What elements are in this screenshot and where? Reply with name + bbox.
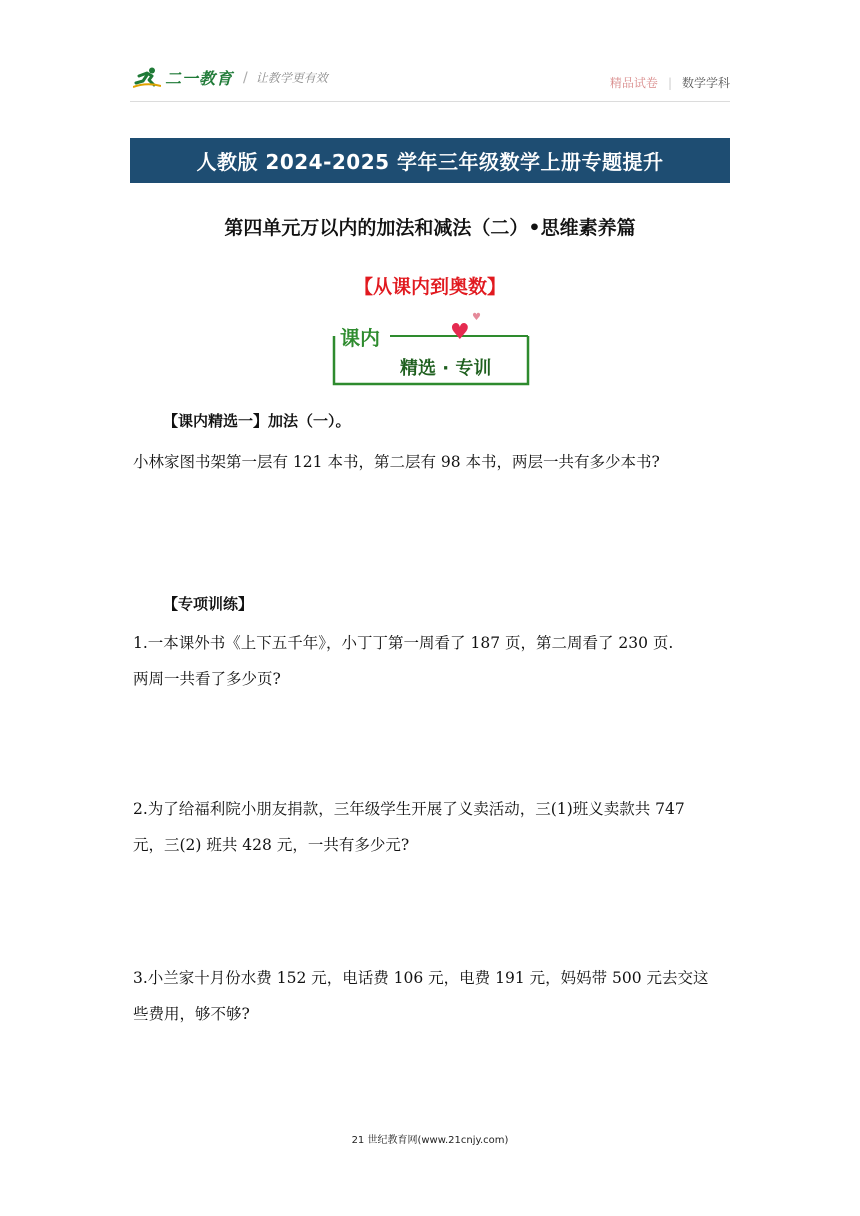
question-2-line1: 2.为了给福利院小朋友捐款，三年级学生开展了义卖活动，三(1)班义卖款共 747 — [133, 800, 685, 818]
banner-text: 人教版 2024-2025 学年三年级数学上册专题提升 — [196, 150, 664, 174]
header-tag-separator: | — [667, 75, 672, 90]
badge-line1: 课内 — [340, 326, 380, 350]
header-tag-subject: 数学学科 — [681, 76, 730, 90]
section2-title: 【专项训练】 — [163, 595, 254, 613]
header-divider: / — [243, 69, 248, 86]
question-3-line1: 3.小兰家十月份水费 152 元，电话费 106 元，电费 191 元，妈妈带 500 元去交这 — [133, 969, 709, 987]
slogan: 让教学更有效 — [255, 71, 328, 85]
small-heart-icon: ♥ — [472, 312, 481, 323]
logo-text: 二一教育 — [165, 69, 234, 88]
runner-logo-icon — [133, 67, 161, 89]
question-1 — [133, 625, 733, 697]
question-1-line2: 两周一共看了多少页? — [133, 670, 281, 688]
section1-title: 【课内精选一】加法（一）。 — [163, 412, 351, 430]
question-3 — [133, 960, 733, 1032]
question-1-line1: 1.一本课外书《上下五千年》，小丁丁第一周看了 187 页，第二周看了 230 页. — [133, 634, 674, 652]
page-subtitle: 第四单元万以内的加法和减法（二）•思维素养篇 — [224, 217, 636, 239]
question-3-line2: 些费用，够不够? — [133, 1005, 250, 1023]
section1-question: 小林家图书架第一层有 121 本书，第二层有 98 本书，两层一共有多少本书? — [133, 453, 660, 471]
heart-icon: ♥ — [450, 320, 470, 345]
site-logo — [133, 66, 328, 89]
badge-line2: 精选 · 专训 — [400, 358, 492, 379]
question-2 — [133, 791, 733, 863]
title-banner — [130, 138, 730, 183]
header-tags — [610, 74, 730, 91]
section-heading-red: 【从课内到奥数】 — [353, 276, 506, 298]
question-2-line2: 元，三(2) 班共 428 元，一共有多少元? — [133, 836, 410, 854]
header-rule — [130, 101, 730, 102]
header-tag-quality: 精品试卷 — [609, 76, 658, 90]
keneijingxuan-badge — [332, 312, 530, 386]
page-footer: 21 世纪教育网(www.21cnjy.com) — [351, 1135, 509, 1146]
